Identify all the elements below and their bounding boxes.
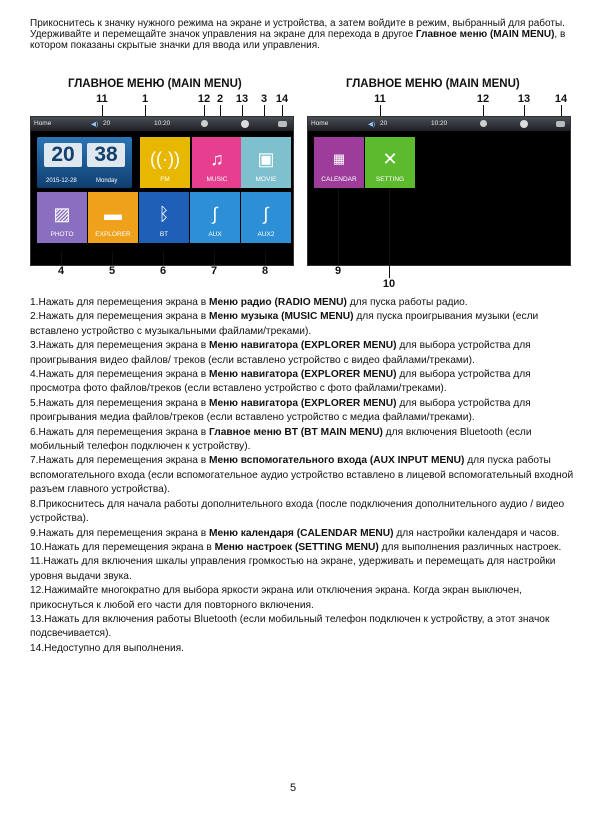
right-volume-icon[interactable]: ◀) bbox=[368, 121, 376, 128]
right-home-label[interactable]: Home bbox=[311, 120, 329, 127]
right-menu-title: ГЛАВНОЕ МЕНЮ (MAIN MENU) bbox=[346, 78, 520, 90]
calendar-icon: ▦ bbox=[332, 151, 346, 166]
right-callout-12: 12 bbox=[476, 93, 490, 105]
bluetooth-tile-icon: ᛒ bbox=[158, 204, 170, 224]
aux2-plug-icon: ∫ bbox=[263, 204, 269, 224]
right-callout-14: 14 bbox=[554, 93, 568, 105]
clock-hours: 20 bbox=[44, 143, 82, 167]
brightness-icon[interactable] bbox=[201, 120, 208, 127]
radio-antenna-icon: ((·)) bbox=[150, 149, 180, 169]
tile-music-label: MUSIC bbox=[206, 176, 228, 183]
tile-aux[interactable] bbox=[190, 192, 240, 243]
tile-photo[interactable] bbox=[37, 192, 87, 243]
callout-12: 12 bbox=[197, 93, 211, 105]
phone-icon[interactable] bbox=[278, 121, 287, 127]
tile-movie-label: MOVIE bbox=[255, 176, 277, 183]
tile-bt-label: BT bbox=[159, 231, 169, 238]
callout-5: 5 bbox=[108, 265, 116, 277]
list-item: 7.Нажать для перемещения экрана в Меню вспомогательного входа (AUX INPUT MENU) для пуска работы вспомогательного входа (если вспомогательное аудио устройство вставлено в лицевой вспомогательный входной разъем главного устройства). bbox=[30, 455, 574, 496]
left-screen bbox=[30, 116, 294, 266]
right-callout-11: 11 bbox=[374, 93, 386, 105]
callout-1: 1 bbox=[141, 93, 149, 105]
list-item: 14.Недоступно для выполнения. bbox=[30, 642, 185, 654]
right-bluetooth-icon[interactable] bbox=[520, 120, 528, 128]
right-screen bbox=[307, 116, 571, 266]
list-item: 3.Нажать для перемещения экрана в Меню навигатора (EXPLORER MENU) для выбора устройства для проигрывания видео файлов/ треков (если вставлено устройство с видео файлами/треками). bbox=[30, 340, 531, 366]
folder-icon: ▬ bbox=[104, 204, 122, 224]
volume-value: 20 bbox=[103, 120, 111, 127]
callout-8: 8 bbox=[261, 265, 269, 277]
clock-day: Monday bbox=[96, 178, 118, 184]
list-item: 8.Прикоснитесь для начала работы дополнительного входа (после подключения дополнительного аудио / видео устройства). bbox=[30, 498, 565, 525]
callout-7: 7 bbox=[210, 265, 218, 277]
page-number: 5 bbox=[290, 782, 297, 794]
right-brightness-icon[interactable] bbox=[480, 120, 487, 127]
tile-fm[interactable] bbox=[140, 137, 190, 188]
tile-fm-label: FM bbox=[160, 176, 170, 183]
tools-icon: ✕ bbox=[382, 149, 398, 169]
tile-explorer[interactable] bbox=[88, 192, 138, 243]
aux-plug-icon: ∫ bbox=[212, 204, 218, 224]
callout-4: 4 bbox=[57, 265, 65, 277]
list-item: 9.Нажать для перемещения экрана в Меню календаря (CALENDAR MENU) для настройки календаря и часов. bbox=[30, 527, 560, 539]
callout-6: 6 bbox=[159, 265, 167, 277]
tile-aux2[interactable] bbox=[241, 192, 291, 243]
callout-13: 13 bbox=[235, 93, 249, 105]
right-phone-icon[interactable] bbox=[556, 121, 565, 127]
intro-text-1: Прикоснитесь к значку нужного режима на экране и устройства, а затем войдите в режим, выбранный для работы. Удерживайте и перемещайте значок управления на экране для перехода в другое bbox=[30, 18, 565, 40]
tile-setting-label: SETTING bbox=[375, 176, 405, 183]
callout-2: 2 bbox=[216, 93, 224, 105]
list-item: 6.Нажать для перемещения экрана в Главное меню BT (BT MAIN MENU) для включения Bluetooth (если мобильный телефон подключен к устройству). bbox=[30, 426, 532, 453]
list-item: 2.Нажать для перемещения экрана в Меню музыка (MUSIC MENU) для пуска проигрывания музыки (если вставлено устройство с музыкальными файлами/треками). bbox=[30, 311, 539, 337]
clock-widget[interactable] bbox=[37, 137, 132, 188]
list-item: 4.Нажать для перемещения экрана в Меню навигатора (EXPLORER MENU) для выбора устройства для просмотра фото файлов/треков (если вставлено устройство с фото файлами/треками). bbox=[30, 369, 531, 395]
tile-photo-label: PHOTO bbox=[50, 231, 74, 238]
tile-aux-label: AUX bbox=[208, 231, 222, 238]
list-item: 13.Нажать для включения работы Bluetooth (если мобильный телефон подключен к устройству, а этот значок подсвечивается). bbox=[30, 613, 550, 640]
list-item: 12.Нажимайте многократно для выбора яркости экрана или отключения экрана. Когда экран выключен, прикоснуться к любой его части для повторного включения. bbox=[30, 585, 522, 611]
callout-14: 14 bbox=[275, 93, 289, 105]
volume-icon[interactable]: ◀) bbox=[91, 121, 99, 128]
intro-paragraph bbox=[30, 18, 570, 51]
tile-setting[interactable] bbox=[365, 137, 415, 188]
right-status-bar bbox=[308, 117, 570, 131]
tile-calendar[interactable] bbox=[314, 137, 364, 188]
tile-aux2-label: AUX2 bbox=[257, 231, 275, 238]
home-label[interactable]: Home bbox=[34, 120, 52, 127]
tile-bt[interactable] bbox=[139, 192, 189, 243]
intro-bold: Главное меню (MAIN MENU) bbox=[415, 29, 555, 40]
list-item: 11.Нажать для включения шкалы управления громкостью на экране, удерживать и перемещать для настройки уровня выдачи звука. bbox=[30, 556, 556, 582]
right-callout-13: 13 bbox=[517, 93, 531, 105]
clock-date: 2015-12-28 bbox=[46, 178, 77, 184]
list-item: 1.Нажать для перемещения экрана в Меню радио (RADIO MENU) для пуска работы радио. bbox=[30, 297, 468, 308]
list-item: 10.Нажать для перемещения экрана в Меню настроек (SETTING MENU) для выполнения различных настроек. bbox=[30, 541, 562, 553]
tile-movie[interactable] bbox=[241, 137, 291, 188]
photo-icon: ▨ bbox=[53, 204, 71, 224]
bluetooth-icon[interactable] bbox=[241, 120, 249, 128]
intro-text-2: , в котором показаны скрытые значки для ввода или управления. bbox=[30, 29, 566, 51]
right-volume-value: 20 bbox=[380, 120, 388, 127]
music-note-icon: ♫ bbox=[210, 149, 224, 169]
callout-11: 11 bbox=[96, 93, 108, 105]
callout-3: 3 bbox=[260, 93, 268, 105]
description-list bbox=[30, 296, 575, 656]
tile-explorer-label: EXPLORER bbox=[95, 231, 131, 238]
callout-10: 10 bbox=[382, 278, 396, 290]
tile-music[interactable] bbox=[192, 137, 242, 188]
right-time-label: 10:20 bbox=[431, 120, 448, 127]
time-label: 10:20 bbox=[154, 120, 171, 127]
clock-minutes: 38 bbox=[87, 143, 125, 167]
list-item: 5.Нажать для перемещения экрана в Меню навигатора (EXPLORER MENU) для выбора устройства для проигрывания медиа файлов/треков (если вставлено устройство с медиа файлами/треками). bbox=[30, 397, 531, 424]
left-menu-title: ГЛАВНОЕ МЕНЮ (MAIN MENU) bbox=[68, 78, 242, 90]
status-bar bbox=[31, 117, 293, 131]
film-icon: ▣ bbox=[257, 149, 275, 169]
callout-9: 9 bbox=[334, 265, 342, 277]
tile-calendar-label: CALENDAR bbox=[321, 176, 357, 183]
